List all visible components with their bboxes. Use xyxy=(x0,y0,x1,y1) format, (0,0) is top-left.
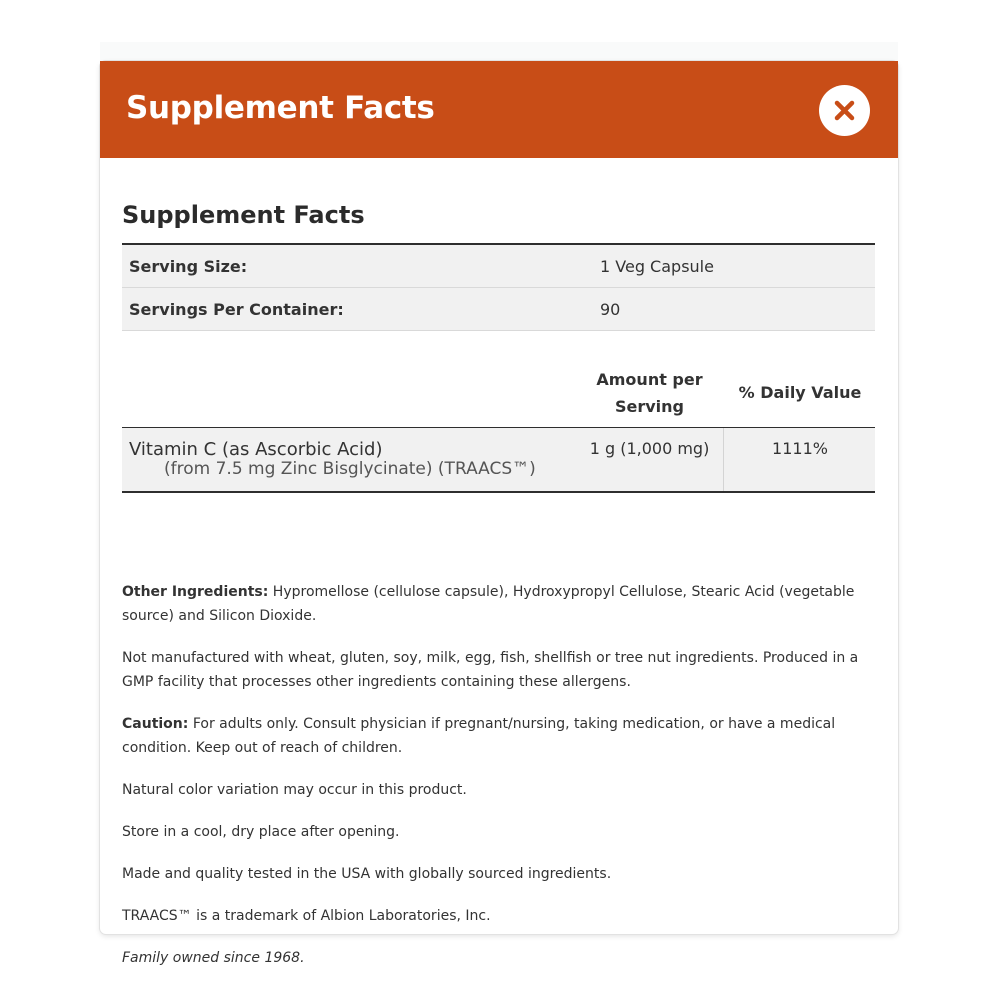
nutrient-amount: 1 g (1,000 mg) xyxy=(589,439,710,458)
servings-per-container-value: 90 xyxy=(593,288,875,331)
caution-statement xyxy=(122,712,876,760)
facts-heading: Supplement Facts xyxy=(122,201,365,229)
made-in-note: Made and quality tested in the USA with globally sourced ingredients. xyxy=(122,866,612,882)
allergen-statement: Not manufactured with wheat, gluten, soy, milk, egg, fish, shellfish or tree nut ingredients. Produced in a GMP facility that processes other ingredients containing these allergens. xyxy=(122,650,859,690)
amount-header-line2: Serving xyxy=(614,397,685,416)
nutrient-subtext: (from 7.5 mg Zinc Bisglycinate) (TRAACS™) xyxy=(164,459,536,479)
serving-table xyxy=(122,243,875,331)
serving-size-value: 1 Veg Capsule xyxy=(593,244,875,288)
family-owned-text: Family owned since 1968. xyxy=(122,950,305,966)
daily-value-header: % Daily Value xyxy=(738,383,862,402)
other-ingredients-label: Other Ingredients: xyxy=(122,584,269,600)
table-row xyxy=(122,288,875,331)
trademark-note: TRAACS™ is a trademark of Albion Laboratories, Inc. xyxy=(122,908,491,924)
color-variation-note: Natural color variation may occur in this product. xyxy=(122,782,467,798)
nutrient-table-header xyxy=(122,358,875,429)
nutrient-daily-value: 1111% xyxy=(772,439,828,458)
product-notes xyxy=(122,580,876,988)
modal-title: Supplement Facts xyxy=(126,90,435,126)
family-owned-note xyxy=(122,946,876,970)
caution-text: For adults only. Consult physician if pregnant/nursing, taking medication, or have a medical condition. Keep out of reach of children. xyxy=(122,716,836,756)
other-ingredients xyxy=(122,580,876,628)
serving-size-label: Serving Size: xyxy=(122,244,593,288)
servings-per-container-label: Servings Per Container: xyxy=(122,288,593,331)
caution-label: Caution: xyxy=(122,716,189,732)
amount-header-line1: Amount per xyxy=(596,370,703,389)
nutrient-row xyxy=(122,428,875,493)
close-icon xyxy=(819,85,870,136)
supplement-facts-modal xyxy=(100,61,898,966)
column-divider xyxy=(723,428,724,491)
other-ingredients-text: Hypromellose (cellulose capsule), Hydroxypropyl Cellulose, Stearic Acid (vegetable source) and Silicon Dioxide. xyxy=(122,584,855,624)
page-top-strip xyxy=(100,42,898,62)
modal-header xyxy=(100,61,898,158)
amount-per-serving-header xyxy=(577,366,722,420)
table-row xyxy=(122,244,875,288)
storage-note: Store in a cool, dry place after opening. xyxy=(122,824,400,840)
close-button[interactable] xyxy=(819,85,870,136)
nutrient-name: Vitamin C (as Ascorbic Acid) xyxy=(129,439,383,460)
